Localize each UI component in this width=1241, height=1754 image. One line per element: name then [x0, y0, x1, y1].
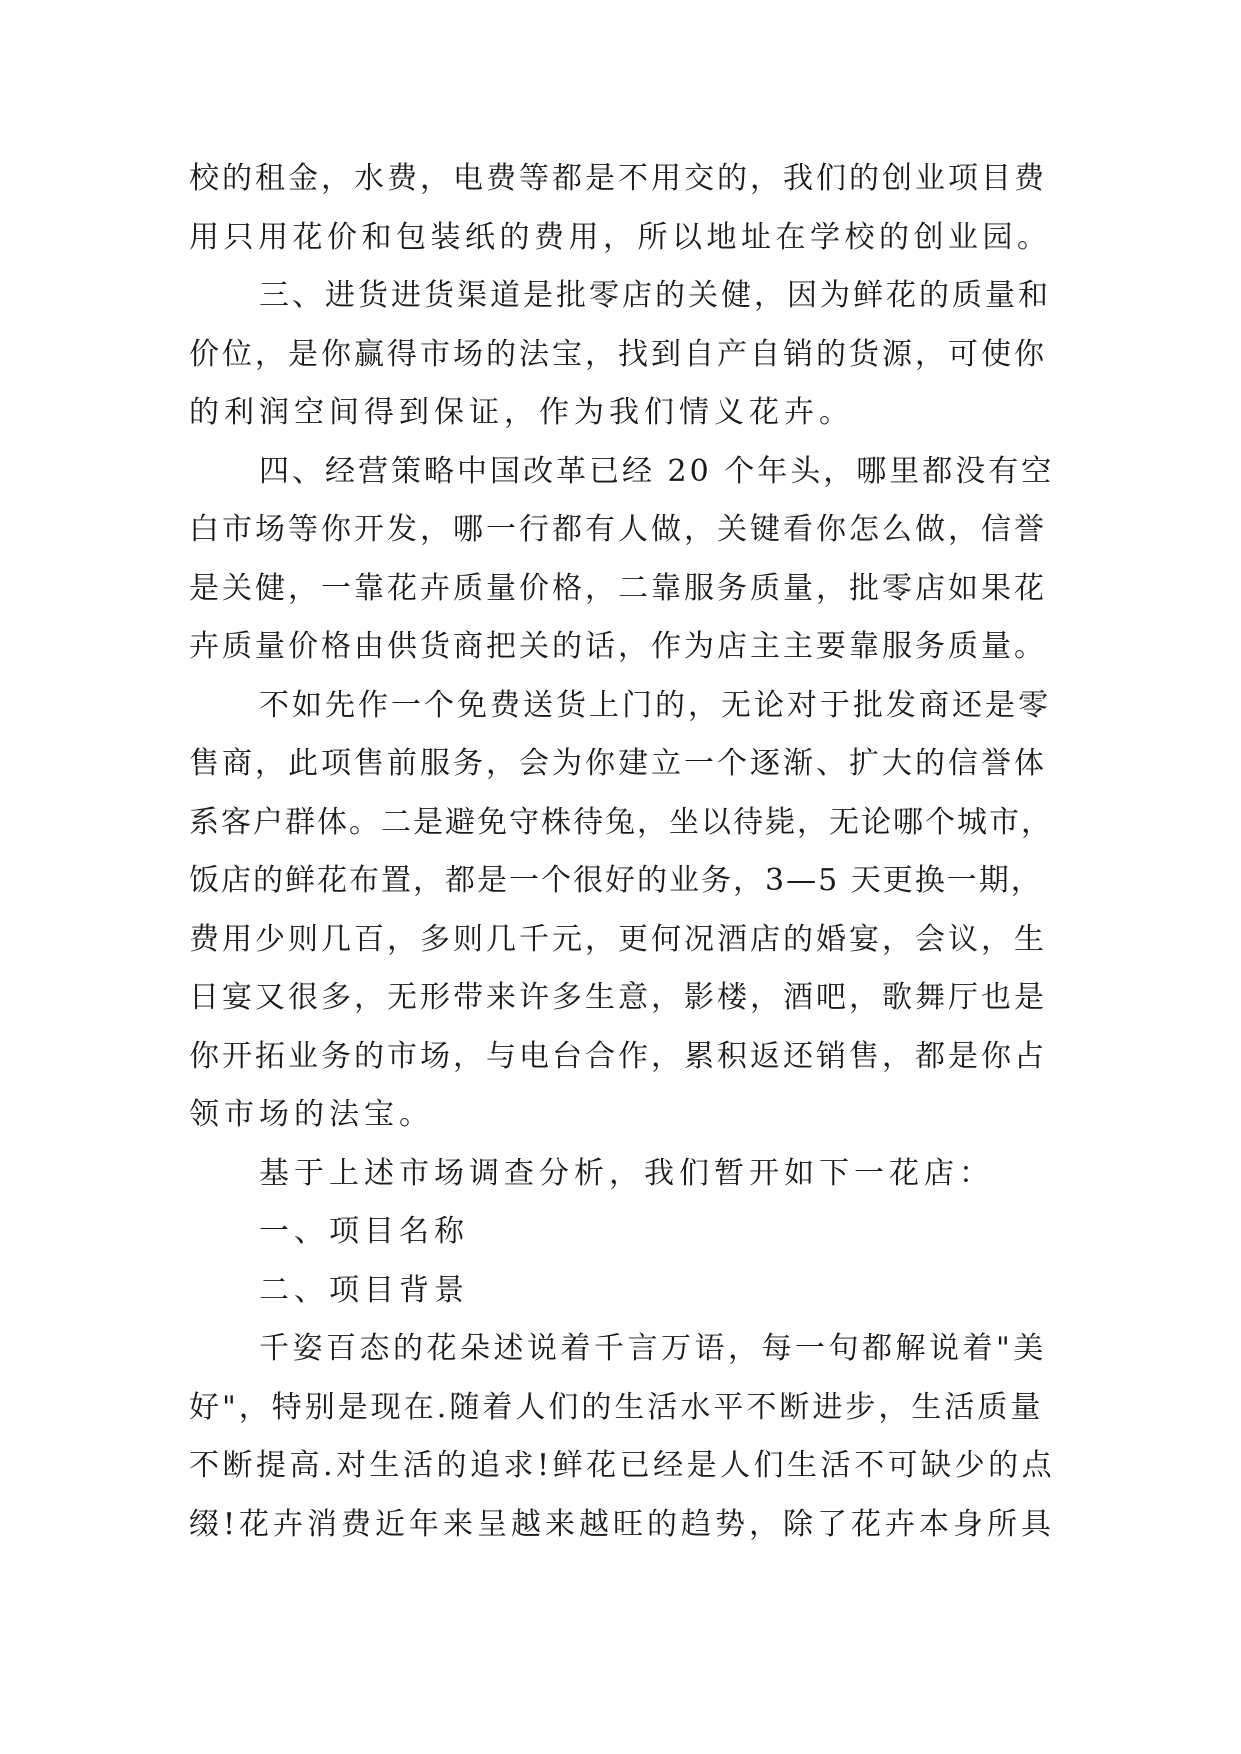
text-line: 卉质量价格由供货商把关的话，作为店主主要靠服务质量。 [189, 629, 1047, 664]
text-line: 饭店的鲜花布置，都是一个很好的业务，3—5 天更换一期， [189, 863, 1043, 898]
text-line: 日宴又很多，无形带来许多生意，影楼，酒吧，歌舞厅也是 [189, 980, 1047, 1015]
text-line: 四、经营策略中国改革已经 20 个年头，哪里都没有空 [259, 453, 1055, 489]
text-line: 三、进货进货渠道是批零店的关健，因为鲜花的质量和 [259, 278, 1051, 313]
text-line: 的利润空间得到保证，作为我们情义花卉。 [189, 395, 854, 430]
text-line: 校的租金，水费，电费等都是不用交的，我们的创业项目费 [189, 161, 1047, 196]
text-line: 千姿百态的花朵述说着千言万语，每一句都解说着"美 [259, 1331, 1047, 1366]
text-line: 基于上述市场调查分析，我们暂开如下一花店： [259, 1155, 994, 1191]
text-line: 好"，特别是现在.随着人们的生活水平不断进步，生活质量 [189, 1389, 1044, 1425]
text-line: 你开拓业务的市场，与电台合作，累积返还销售，都是你占 [189, 1038, 1047, 1074]
text-line: 用只用花价和包装纸的费用，所以地址在学校的创业园。 [189, 219, 1052, 255]
text-line: 不如先作一个免费送货上门的，无论对于批发商还是零 [259, 687, 1051, 723]
section-heading: 一、项目名称 [259, 1214, 469, 1249]
text-line: 费用少则几百，多则几千元，更何况酒店的婚宴，会议，生 [189, 921, 1047, 957]
document-body [189, 150, 1055, 1554]
text-line: 系客户群体。二是避免守株待兔，坐以待毙，无论哪个城市， [189, 804, 1053, 840]
text-line: 是关健，一靠花卉质量价格，二靠服务质量，批零店如果花 [189, 570, 1047, 606]
text-line: 领市场的法宝。 [189, 1097, 434, 1132]
text-line: 缀!花卉消费近年来呈越来越旺的趋势，除了花卉本身所具 [189, 1506, 1056, 1542]
text-line: 价位，是你赢得市场的法宝，找到自产自销的货源，可使你 [189, 336, 1047, 372]
section-heading: 二、项目背景 [259, 1272, 469, 1308]
text-line: 不断提高.对生活的追求!鲜花已经是人们生活不可缺少的点 [189, 1448, 1056, 1483]
text-line: 白市场等你开发，哪一行都有人做，关键看你怎么做，信誉 [189, 512, 1047, 547]
text-line: 售商，此项售前服务，会为你建立一个逐渐、扩大的信誉体 [189, 746, 1047, 781]
